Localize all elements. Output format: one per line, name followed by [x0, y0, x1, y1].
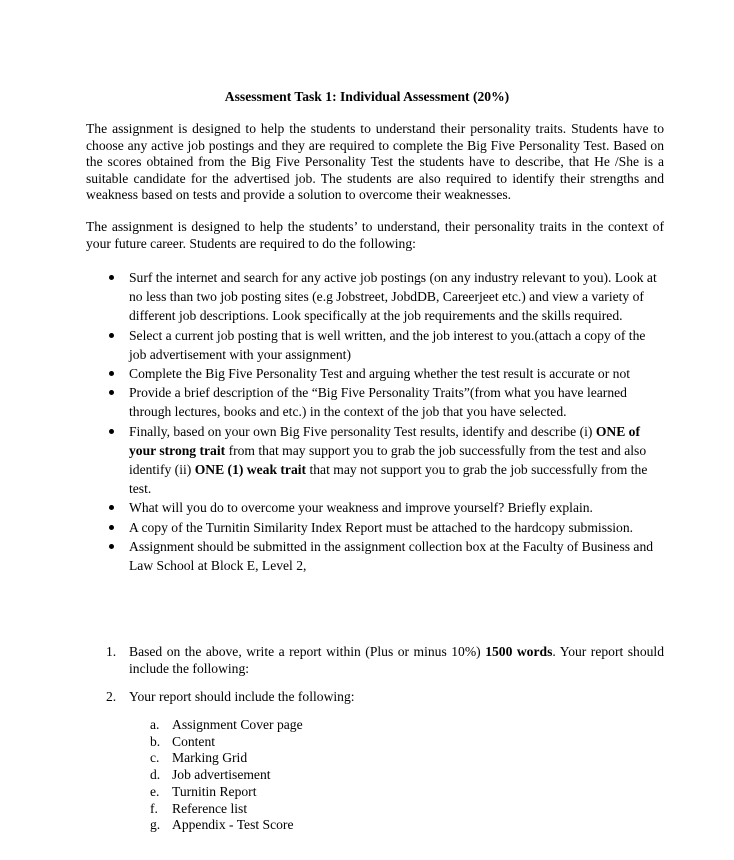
bold-strong-trait: ONE of your strong trait: [129, 423, 641, 458]
bullet-item: Provide a brief description of the “Big Five Personality Traits”(from what you have learned through lectures, books and etc.) in the context of the job that you have selected.: [105, 383, 665, 421]
numbered-item-1: 1. Based on the above, write a report within (Plus or minus 10%) 1500 words. Your report should include the following:: [106, 644, 664, 676]
bullet-item: Finally, based on your own Big Five personality Test results, identify and describe (i) ONE of your strong trait from that may support you to grab the job successfully from the test and also identify (ii) ONE (1) weak trait that may not support you to grab the job successfully from the test.: [105, 422, 665, 499]
bullet-icon: [109, 544, 114, 549]
bullet-icon: [109, 333, 114, 338]
bullet-item: What will you do to overcome your weakness and improve yourself? Briefly explain.: [105, 498, 665, 517]
report-item: b. Content: [150, 733, 216, 749]
bullet-icon: [109, 505, 114, 510]
task-bullet-list: [105, 268, 665, 575]
intro-paragraph: The assignment is designed to help the students to understand their personality traits. Students have to choose any active job postings and they are required to complete the Big Five Personality Test. Based on the scores obtained from the Big Five Personality Test the students have to describe, that He /She is a suitable candidate for the advertised job. The students are also required to identify their strengths and weakness based on tests and provide a solution to overcome their weaknesses.: [86, 121, 664, 202]
bullet-icon: [109, 390, 114, 395]
report-item: a. Assignment Cover page: [150, 717, 303, 732]
requirements-paragraph: The assignment is designed to help the students’ to understand, their personality traits in the context of your future career. Students are required to do the following:: [86, 219, 664, 251]
report-item: d. Job advertisement: [150, 767, 271, 783]
report-items-list: [150, 717, 303, 834]
report-item: g. Appendix - Test Score: [150, 817, 294, 833]
bullet-item: A copy of the Turnitin Similarity Index Report must be attached to the hardcopy submission.: [105, 518, 665, 537]
bullet-item: Assignment should be submitted in the assignment collection box at the Faculty of Business and Law School at Block E, Level 2,: [105, 537, 665, 575]
numbered-item-2: 2. Your report should include the following:: [106, 689, 355, 704]
bold-weak-trait: ONE (1) weak trait: [194, 462, 307, 478]
bullet-item: Complete the Big Five Personality Test and arguing whether the test result is accurate or not: [105, 364, 665, 383]
bullet-icon: [109, 371, 114, 376]
word-count: 1500 words: [485, 644, 553, 659]
report-item: f. Reference list: [150, 800, 248, 816]
document-title: Assessment Task 1: Individual Assessment (20%): [224, 89, 510, 104]
report-item: c. Marking Grid: [150, 750, 248, 766]
bullet-item: Select a current job posting that is well written, and the job interest to you.(attach a copy of the job advertisement with your assignment): [105, 326, 665, 364]
report-item: e. Turnitin Report: [150, 783, 257, 799]
bullet-icon: [109, 429, 114, 434]
bullet-icon: [109, 275, 114, 280]
bullet-icon: [109, 525, 114, 530]
bullet-item: Surf the internet and search for any active job postings (on any industry relevant to you). Look at no less than two job posting sites (e.g Jobstreet, JobdDB, Careerjeet etc.) and view a variety of different job descriptions. Look specifically at the job requirements and the skills required.: [105, 268, 665, 326]
